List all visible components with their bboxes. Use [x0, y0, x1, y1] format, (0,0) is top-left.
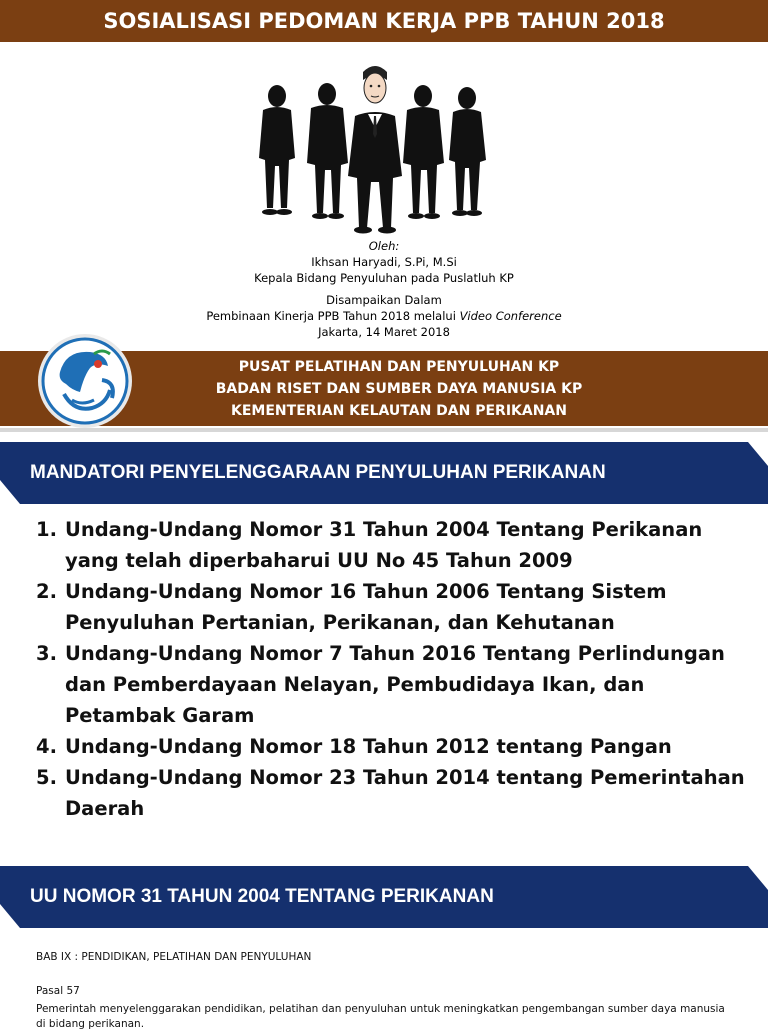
- list-item: [36, 514, 746, 576]
- section-heading: UU NOMOR 31 TAHUN 2004 TENTANG PERIKANAN: [30, 886, 494, 907]
- org-line-2: BADAN RISET DAN SUMBER DAYA MANUSIA KP: [215, 381, 583, 397]
- event-medium: Video Conference: [459, 309, 562, 323]
- article-text: Pemerintah menyelenggarakan pendidikan, pelatihan dan penyuluhan untuk meningkatkan pengembangan sumber daya manusia di bidang perikanan.: [36, 1003, 725, 1030]
- list-item: [36, 638, 746, 731]
- cover-slide: [0, 0, 768, 428]
- presenter-name: Ikhsan Haryadi, S.Pi, M.Si: [311, 255, 457, 269]
- item-number: 4.: [36, 735, 57, 758]
- event-line: [0, 308, 768, 324]
- section-banner: [0, 442, 768, 504]
- item-text: Undang-Undang Nomor 18 Tahun 2012 tentang Pangan: [65, 735, 672, 758]
- item-text: Undang-Undang Nomor 23 Tahun 2014 tentang Pemerintahan Daerah: [65, 766, 745, 820]
- chapter-title: BAB IX : PENDIDIKAN, PELATIHAN DAN PENYULUHAN: [36, 951, 312, 963]
- place-date: Jakarta, 14 Maret 2018: [318, 325, 450, 339]
- list-item: [36, 762, 746, 824]
- event-prefix: Pembinaan Kinerja PPB Tahun 2018 melalui: [206, 309, 460, 323]
- list-item: [36, 576, 746, 638]
- item-text: Undang-Undang Nomor 16 Tahun 2006 Tentang Sistem Penyuluhan Pertanian, Perikanan, dan Kehutanan: [65, 580, 667, 634]
- article-number: Pasal 57: [36, 985, 80, 997]
- org-line-1: PUSAT PELATIHAN DAN PENYULUHAN KP: [238, 359, 560, 375]
- list-item: [36, 731, 746, 762]
- law-list: [36, 514, 746, 824]
- presenter-position: Kepala Bidang Penyuluhan pada Puslatluh KP: [254, 271, 514, 285]
- business-people-illustration: [255, 58, 495, 238]
- org-line-3: KEMENTERIAN KELAUTAN DAN PERIKANAN: [231, 403, 567, 419]
- law-detail-slide: [0, 866, 768, 1030]
- delivered-label: Disampaikan Dalam: [326, 293, 442, 307]
- presenter-info: [0, 238, 768, 340]
- section-heading: MANDATORI PENYELENGGARAAN PENYULUHAN PERIKANAN: [30, 462, 606, 483]
- item-number: 1.: [36, 518, 57, 541]
- item-number: 2.: [36, 580, 57, 603]
- by-label: Oleh:: [368, 239, 400, 253]
- section-banner: [0, 866, 768, 928]
- item-text: Undang-Undang Nomor 7 Tahun 2016 Tentang Perlindungan dan Pemberdayaan Nelayan, Pembudidaya Ikan, dan Petambak Garam: [65, 642, 725, 727]
- item-text: Undang-Undang Nomor 31 Tahun 2004 Tentang Perikanan yang telah diperbaharui UU No 45 Tahun 2009: [65, 518, 703, 572]
- mandatory-laws-slide: [0, 432, 768, 844]
- item-number: 5.: [36, 766, 57, 789]
- item-number: 3.: [36, 642, 57, 665]
- cover-title: SOSIALISASI PEDOMAN KERJA PPB TAHUN 2018: [0, 0, 768, 42]
- ministry-logo-icon: [36, 332, 134, 430]
- slide-separator: [0, 844, 768, 866]
